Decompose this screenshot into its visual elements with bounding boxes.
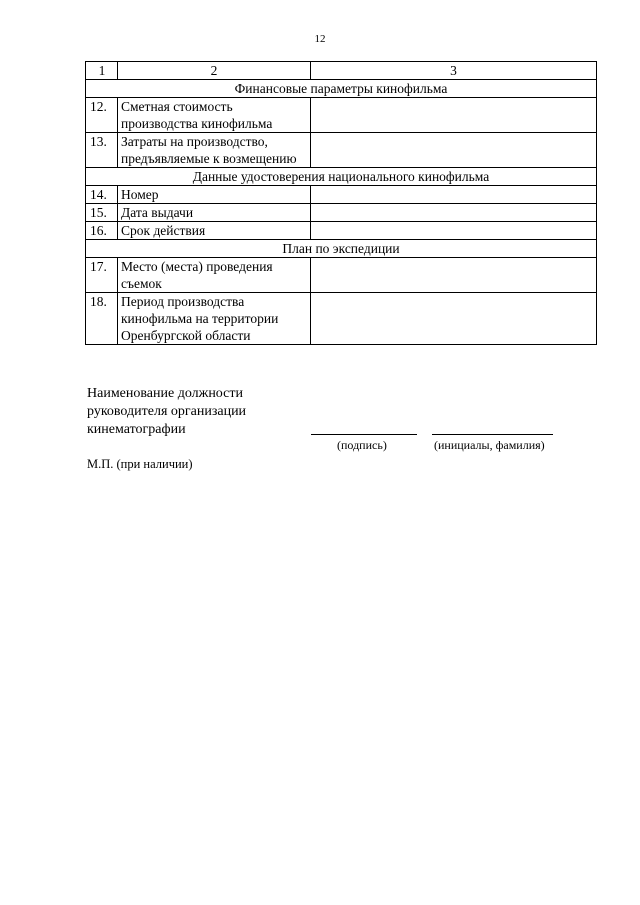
row-label: Номер (118, 186, 311, 204)
table-row (86, 133, 597, 168)
position-line-3: кинематографии (87, 422, 186, 437)
signature-line (311, 434, 417, 435)
position-title (87, 385, 246, 439)
row-value (311, 293, 597, 345)
section-header-row (86, 168, 597, 186)
row-label: Затраты на производство, предъявляемые к возмещению (118, 133, 311, 168)
page-number: 12 (314, 33, 326, 45)
section-header-row (86, 240, 597, 258)
table-row (86, 293, 597, 345)
row-number: 15. (86, 204, 118, 222)
table-header-row (86, 62, 597, 80)
row-number: 18. (86, 293, 118, 345)
row-label: Срок действия (118, 222, 311, 240)
header-cell-3: 3 (311, 62, 597, 80)
header-cell-1: 1 (86, 62, 118, 80)
table-row (86, 186, 597, 204)
position-line-2: руководителя организации (87, 404, 247, 419)
row-number: 17. (86, 258, 118, 293)
section-title: План по экспедиции (86, 240, 597, 258)
table-row (86, 222, 597, 240)
row-value (311, 186, 597, 204)
table-row (86, 98, 597, 133)
row-value (311, 133, 597, 168)
row-label: Место (места) проведения съемок (118, 258, 311, 293)
row-number: 16. (86, 222, 118, 240)
row-value (311, 258, 597, 293)
header-cell-2: 2 (118, 62, 311, 80)
form-table (85, 61, 597, 345)
row-value (311, 98, 597, 133)
section-header-row (86, 80, 597, 98)
table-row (86, 204, 597, 222)
table-row (86, 258, 597, 293)
row-number: 13. (86, 133, 118, 168)
section-title: Финансовые параметры кинофильма (86, 80, 597, 98)
section-title: Данные удостоверения национального кинофильма (86, 168, 597, 186)
row-value (311, 204, 597, 222)
name-caption: (инициалы, фамилия) (434, 438, 545, 452)
row-value (311, 222, 597, 240)
row-label: Дата выдачи (118, 204, 311, 222)
name-line (432, 434, 553, 435)
stamp-note: М.П. (при наличии) (87, 457, 193, 471)
row-label: Сметная стоимость производства кинофильма (118, 98, 311, 133)
signature-caption: (подпись) (337, 438, 387, 452)
position-line-1: Наименование должности (87, 386, 243, 401)
row-label: Период производства кинофильма на территории Оренбургской области (118, 293, 311, 345)
row-number: 12. (86, 98, 118, 133)
row-number: 14. (86, 186, 118, 204)
